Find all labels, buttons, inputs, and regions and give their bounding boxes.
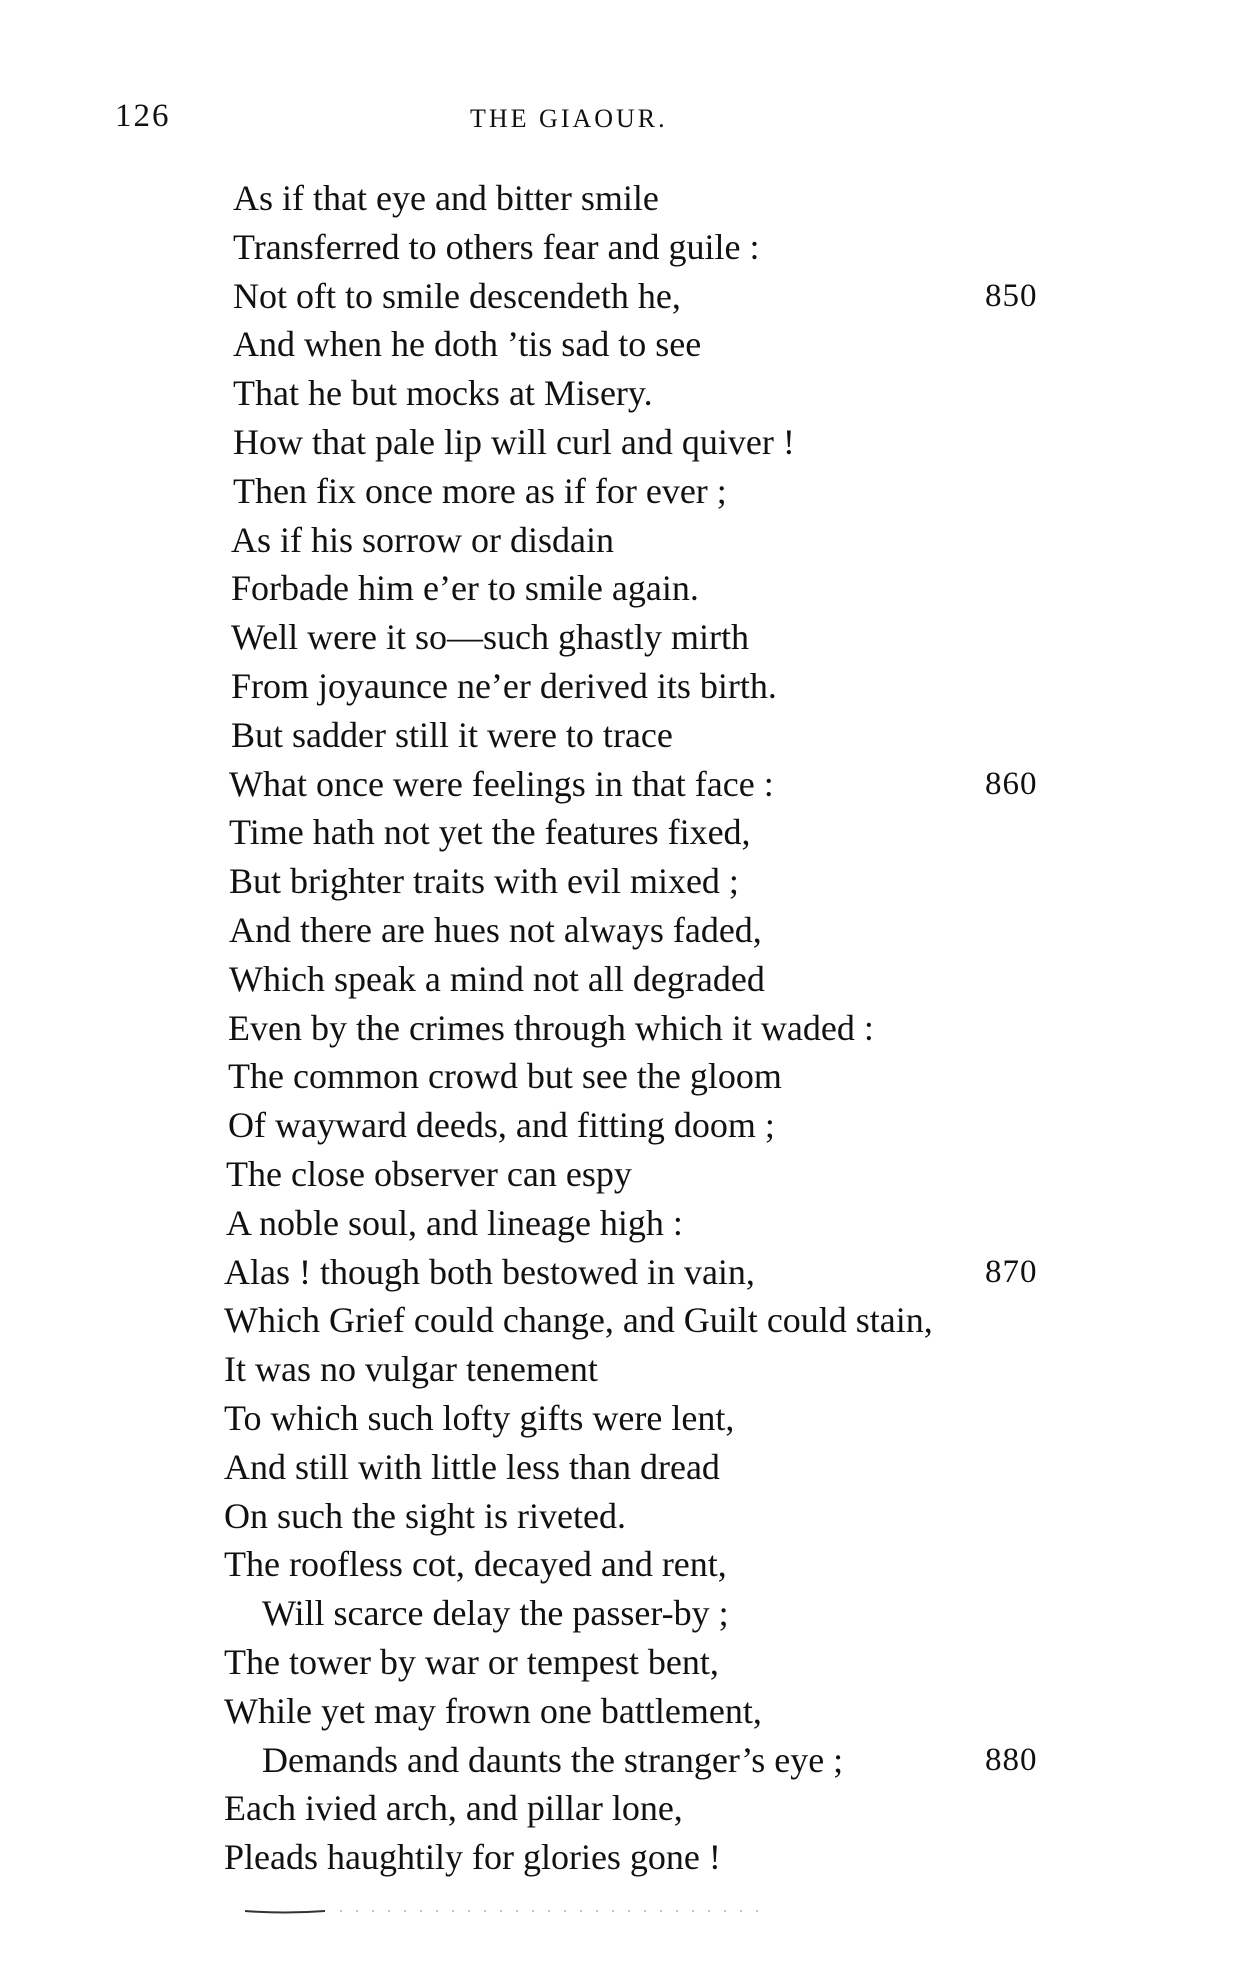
poem-line <box>0 1443 1238 1492</box>
poem-line <box>0 1296 1238 1345</box>
poem-line <box>0 418 1238 467</box>
poem-line <box>0 516 1238 565</box>
poem-line-text: And still with little less than dread <box>224 1446 720 1487</box>
poem-line-text: Forbade him e’er to smile again. <box>231 568 699 609</box>
poem-line <box>0 174 1238 223</box>
poem-line <box>0 1101 1238 1150</box>
poem-stanza <box>0 174 1238 1882</box>
poem-line-text: The close observer can espy <box>226 1153 632 1194</box>
poem-line <box>0 1248 1238 1297</box>
poem-line-text: Well were it so—such ghastly mirth <box>231 617 750 658</box>
poem-line <box>0 223 1238 272</box>
poem-line <box>0 662 1238 711</box>
poem-line-text: Which Grief could change, and Guilt could stain, <box>224 1300 933 1341</box>
poem-line-text: That he but mocks at Misery. <box>233 373 653 414</box>
poem-line <box>0 1736 1238 1785</box>
poem-line <box>0 1150 1238 1199</box>
poem-line-text: The common crowd but see the gloom <box>228 1056 782 1097</box>
poem-line-text: It was no vulgar tenement <box>224 1349 598 1390</box>
line-number: 870 <box>985 1253 1038 1290</box>
poem-line-text: Pleads haughtily for glories gone ! <box>224 1837 721 1878</box>
poem-line <box>0 320 1238 369</box>
poem-line <box>0 1052 1238 1101</box>
poem-line-text: But sadder still it were to trace <box>231 714 673 755</box>
poem-line-text: Even by the crimes through which it waded : <box>228 1007 874 1048</box>
poem-line <box>0 906 1238 955</box>
poem-line <box>0 369 1238 418</box>
poem-line <box>0 1345 1238 1394</box>
poem-line <box>0 1687 1238 1736</box>
poem-line-text: And when he doth ’tis sad to see <box>233 324 702 365</box>
poem-line-text: But brighter traits with evil mixed ; <box>229 861 739 902</box>
poem-line <box>0 564 1238 613</box>
poem-line-text: Not oft to smile descendeth he, <box>233 275 681 316</box>
poem-line-text: Which speak a mind not all degraded <box>229 958 765 999</box>
poem-line-text: On such the sight is riveted. <box>224 1495 626 1536</box>
poem-line-text: And there are hues not always faded, <box>229 909 762 950</box>
poem-line-text: Will scarce delay the passer-by ; <box>262 1593 729 1634</box>
poem-line-text: From joyaunce ne’er derived its birth. <box>231 665 777 706</box>
poem-line-text: To which such lofty gifts were lent, <box>224 1397 735 1438</box>
poem-line <box>0 1492 1238 1541</box>
poem-line-text: Demands and daunts the stranger’s eye ; <box>262 1739 844 1780</box>
poem-line <box>0 1394 1238 1443</box>
line-number: 880 <box>985 1741 1038 1778</box>
poem-line-text: A noble soul, and lineage high : <box>226 1202 683 1243</box>
poem-line-text: Alas ! though both bestowed in vain, <box>224 1251 755 1292</box>
poem-line-text: While yet may frown one battlement, <box>224 1690 762 1731</box>
poem-line-text: How that pale lip will curl and quiver ! <box>233 421 795 462</box>
poem-line <box>0 1638 1238 1687</box>
poem-line-text: Time hath not yet the features fixed, <box>229 812 751 853</box>
poem-line <box>0 1540 1238 1589</box>
poem-line <box>0 272 1238 321</box>
poem-line <box>0 1199 1238 1248</box>
poem-line-text: The tower by war or tempest bent, <box>224 1641 719 1682</box>
poem-line <box>0 1833 1238 1882</box>
page-number: 126 <box>115 98 171 134</box>
poem-line-text: Of wayward deeds, and fitting doom ; <box>228 1105 775 1146</box>
running-head: THE GIAOUR. <box>470 104 668 133</box>
poem-line <box>0 857 1238 906</box>
poem-line-text: What once were feelings in that face : <box>229 763 774 804</box>
poem-line-text: As if his sorrow or disdain <box>231 519 614 560</box>
poem-line-text: Then fix once more as if for ever ; <box>233 470 727 511</box>
poem-line <box>0 1784 1238 1833</box>
poem-line-text: Transferred to others fear and guile : <box>233 226 760 267</box>
poem-line <box>0 711 1238 760</box>
printed-rule-mark <box>245 1908 765 1914</box>
poem-line <box>0 1004 1238 1053</box>
poem-line-text: The roofless cot, decayed and rent, <box>224 1544 727 1585</box>
line-number: 860 <box>985 765 1038 802</box>
poem-line-text: As if that eye and bitter smile <box>233 178 659 218</box>
poem-line <box>0 760 1238 809</box>
poem-line <box>0 467 1238 516</box>
poem-line <box>0 613 1238 662</box>
poem-line-text: Each ivied arch, and pillar lone, <box>224 1788 683 1829</box>
poem-line <box>0 955 1238 1004</box>
poem-line <box>0 1589 1238 1638</box>
poem-line <box>0 808 1238 857</box>
line-number: 850 <box>985 277 1038 314</box>
